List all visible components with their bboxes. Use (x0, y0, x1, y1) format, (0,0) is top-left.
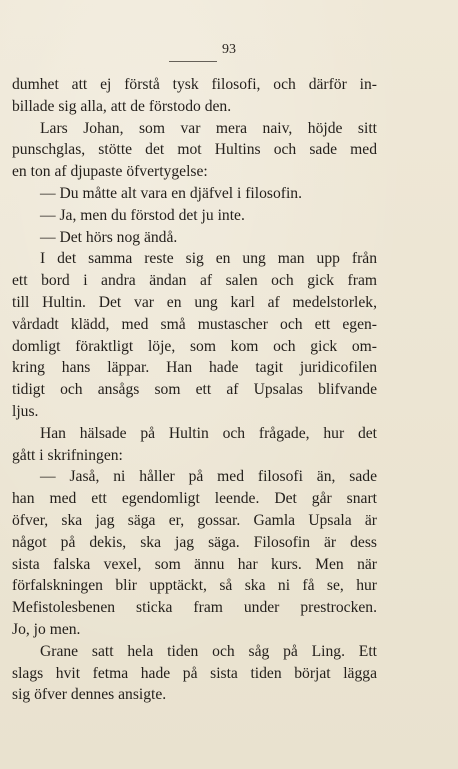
text-line: öfver, ska jag säga er, gossar. Gamla Upsala är (12, 511, 377, 529)
text-line: Grane satt hela tiden och såg på Ling. Ett (40, 642, 377, 660)
text-line: punschglas, stötte det mot Hultins och sade med (12, 141, 377, 159)
page-number: 93 (222, 42, 236, 57)
text-line: — Du måtte alt vara en djäfvel i filosofin. (40, 184, 302, 202)
text-line: — Ja, men du förstod det ju inte. (40, 206, 245, 224)
text-line: ett bord i andra ändan af salen och gick fram (12, 272, 377, 290)
text-line: ljus. (12, 402, 39, 420)
text-line: dumhet att ej förstå tysk filosofi, och därför in- (12, 76, 377, 93)
text-line: till Hultin. Det var en ung karl af medelstorlek, (12, 293, 377, 311)
text-line: förfalskningen blir upptäckt, så ska ni få se, hur (12, 577, 377, 595)
text-line: en ton af djupaste öfvertygelse: (12, 163, 208, 181)
text-line: sig öfver dennes ansigte. (12, 686, 167, 704)
text-line: billade sig alla, att de förstodo den. (12, 97, 232, 115)
text-line: Lars Johan, som var mera naiv, höjde sitt (40, 119, 377, 137)
text-line: sista falska vexel, som ännu har kurs. Men när (12, 555, 377, 573)
text-line: han med ett egendomligt leende. Det går snart (12, 490, 377, 508)
header-rule (169, 61, 217, 62)
text-line: något på dekis, ska jag säga. Filosofin är dess (12, 533, 377, 551)
text-line: — Jaså, ni håller på med filosofi än, sade (40, 468, 377, 486)
text-line: kring hans läppar. Han hade tagit juridicofilen (12, 359, 377, 377)
text-line: vårdadt klädd, med små mustascher och ett egen- (12, 315, 377, 333)
text-line: Mefistolesbenen sticka fram under prestrocken. (12, 599, 377, 617)
text-line: slags hvit fetma hade på sista tiden börjat lägga (12, 664, 377, 682)
text-line: gått i skrifningen: (12, 446, 123, 464)
text-line: domligt föraktligt löje, som kom och gick om- (12, 337, 377, 355)
text-line: — Det hörs nog ändå. (40, 228, 178, 246)
text-line: Han hälsade på Hultin och frågade, hur det (40, 424, 377, 442)
body-text (12, 74, 377, 706)
text-line: I det samma reste sig en ung man upp från (40, 250, 377, 268)
text-line: tidigt och ansågs som ett af Upsalas blifvande (12, 381, 377, 399)
text-line: Jo, jo men. (12, 620, 81, 638)
